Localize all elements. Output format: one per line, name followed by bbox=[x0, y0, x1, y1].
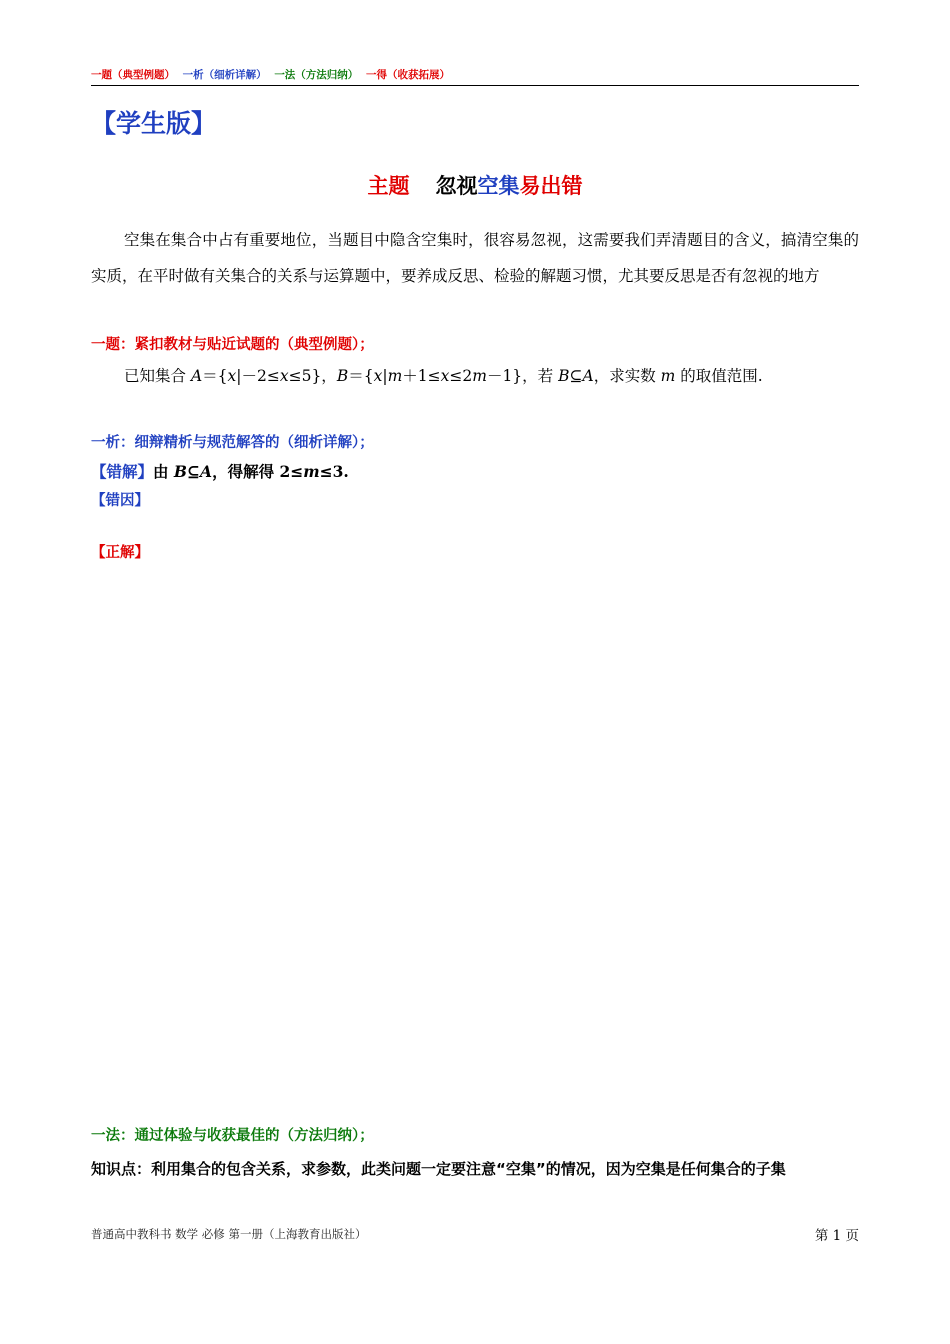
knowledge-point: 知识点：利用集合的包含关系，求参数，此类问题一定要注意“空集”的情况，因为空集是任何集合的子集 bbox=[91, 1160, 786, 1178]
version-title: 【学生版】 bbox=[91, 109, 217, 138]
header-part-3: 一法（方法归纳） bbox=[274, 69, 359, 81]
problem-statement: 已知集合 A＝{x|－2≤x≤5}，B＝{x|m＋1≤x≤2m－1}，若 B⊆A，求实数 m 的取值范围. bbox=[124, 367, 763, 385]
intro-paragraph: 空集在集合中占有重要地位，当题目中隐含空集时，很容易忽视，这需要我们弄清题目的含义，搞清空集的实质，在平时做有关集合的关系与运算题中，要养成反思、检验的解题习惯，尤其要反思是否有忽视的地方 bbox=[91, 231, 859, 285]
topic-title bbox=[0, 170, 950, 200]
wrong-solution: 【错解】由 B⊆A，得解得 2≤m≤3. bbox=[91, 462, 349, 481]
topic-word-2: 空集 bbox=[477, 174, 520, 198]
section-typical-example: 一题：紧扣教材与贴近试题的（典型例题）； bbox=[91, 337, 374, 353]
header-part-1: 一题（典型例题） bbox=[91, 69, 175, 81]
header-part-4: 一得（收获拓展） bbox=[365, 69, 450, 81]
cause-label: 【错因】 bbox=[91, 493, 149, 509]
section-analysis: 一析：细辩精析与规范解答的（细析详解）； bbox=[91, 435, 374, 451]
wrong-solution-label: 【错解】 bbox=[91, 463, 154, 481]
topic-word-1: 忽视 bbox=[435, 174, 478, 198]
page-header bbox=[91, 67, 859, 86]
header-part-2: 一析（细析详解） bbox=[182, 69, 267, 81]
topic-word-3: 易出错 bbox=[519, 174, 583, 198]
footer-page-number: 第 1 页 bbox=[814, 1228, 859, 1244]
correct-solution-label: 【正解】 bbox=[91, 545, 149, 561]
section-method: 一法：通过体验与收获最佳的（方法归纳）； bbox=[91, 1128, 374, 1144]
footer-textbook: 普通高中教科书 数学 必修 第一册（上海教育出版社） bbox=[91, 1227, 367, 1241]
topic-label: 主题 bbox=[367, 174, 410, 198]
